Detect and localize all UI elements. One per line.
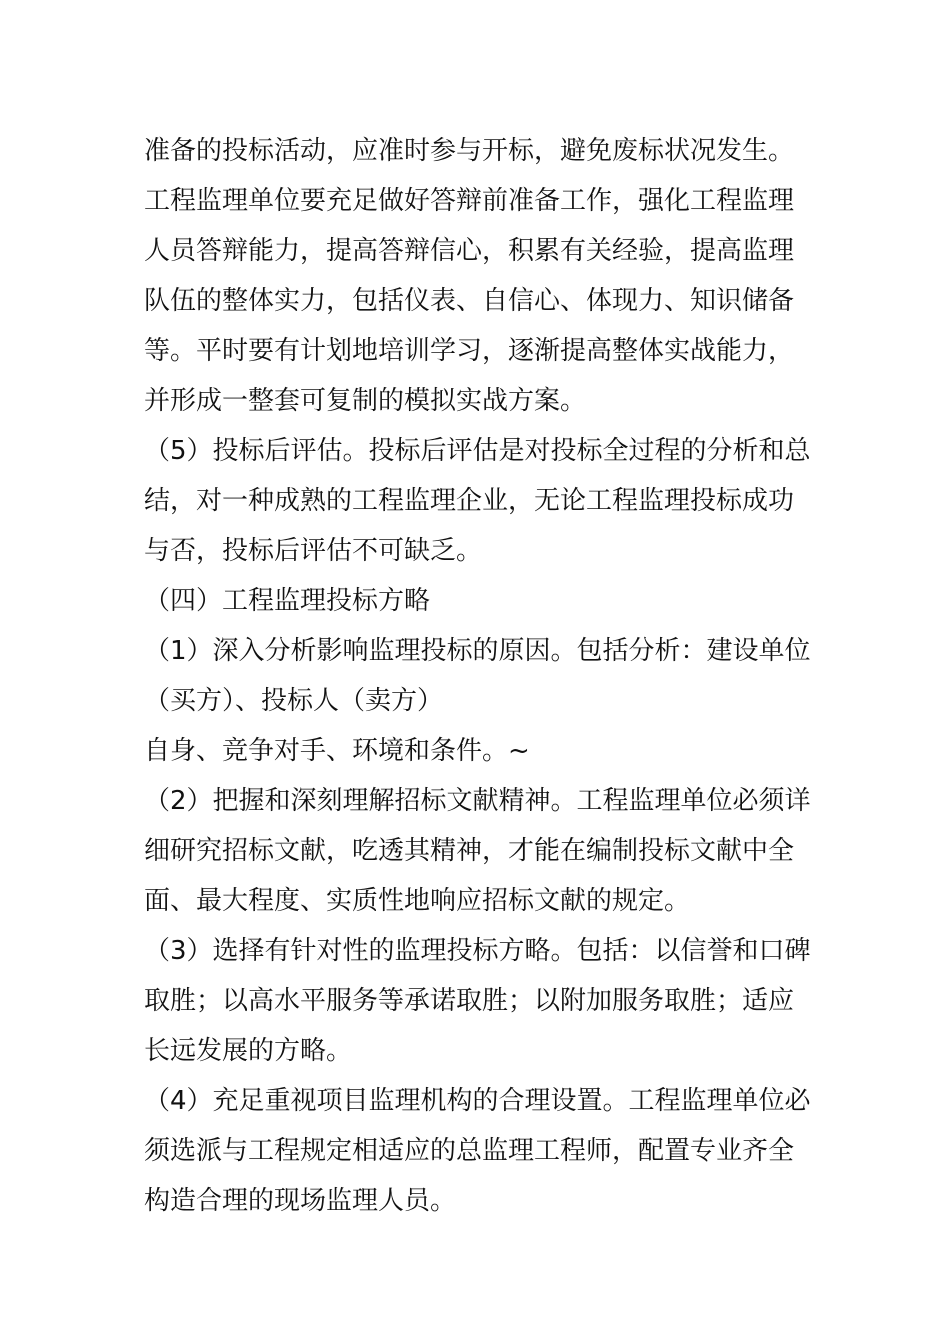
text-line: 队伍的整体实力，包括仪表、自信心、体现力、知识储备 xyxy=(144,286,795,316)
text-line: 等。平时要有计划地培训学习，逐渐提高整体实战能力， xyxy=(144,336,795,366)
text-line: 面、最大程度、实质性地响应招标文献的规定。 xyxy=(144,886,691,916)
text-line: （4）充足重视项目监理机构的合理设置。工程监理单位必 xyxy=(144,1086,811,1116)
text-line: 并形成一整套可复制的模拟实战方案。 xyxy=(144,386,587,416)
text-line: 长远发展的方略。 xyxy=(144,1036,353,1066)
text-line: （5）投标后评估。投标后评估是对投标全过程的分析和总 xyxy=(144,436,811,466)
text-line: 结，对一种成熟的工程监理企业，无论工程监理投标成功 xyxy=(144,486,795,516)
text-line: （3）选择有针对性的监理投标方略。包括：以信誉和口碑 xyxy=(144,936,811,966)
text-line: 自身、竞争对手、环境和条件。~ xyxy=(144,736,530,766)
text-line: （1）深入分析影响监理投标的原因。包括分析：建设单位 xyxy=(144,636,811,666)
text-line: （2）把握和深刻理解招标文献精神。工程监理单位必须详 xyxy=(144,786,811,816)
text-line: 工程监理单位要充足做好答辩前准备工作，强化工程监理 xyxy=(144,186,795,216)
text-line: 准备的投标活动，应准时参与开标，避免废标状况发生。 xyxy=(144,136,795,166)
text-line: 取胜；以高水平服务等承诺取胜；以附加服务取胜；适应 xyxy=(144,986,795,1016)
text-line: 人员答辩能力，提高答辩信心，积累有关经验，提高监理 xyxy=(144,236,795,266)
text-line: 与否，投标后评估不可缺乏。 xyxy=(144,536,483,566)
body-text xyxy=(144,126,814,1226)
text-line: 细研究招标文献，吃透其精神，才能在编制投标文献中全 xyxy=(144,836,795,866)
text-line: （买方）、投标人（卖方） xyxy=(144,686,444,716)
text-line: 构造合理的现场监理人员。 xyxy=(144,1186,457,1216)
text-line: 须选派与工程规定相适应的总监理工程师，配置专业齐全 xyxy=(144,1136,795,1166)
section-heading: （四）工程监理投标方略 xyxy=(144,586,431,616)
